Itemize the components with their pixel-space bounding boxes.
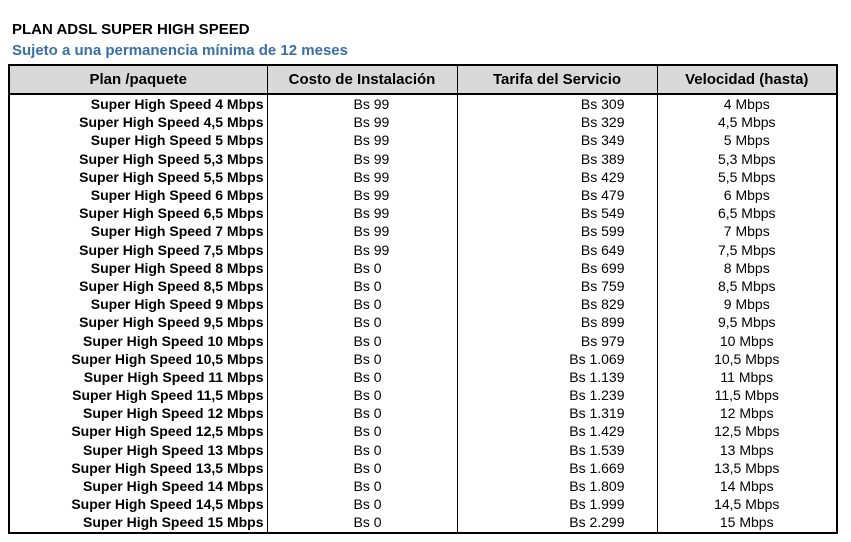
table-row bbox=[9, 295, 837, 313]
page-subtitle: Sujeto a una permanencia mínima de 12 meses bbox=[12, 42, 348, 59]
speed-cell: 10 Mbps bbox=[657, 331, 837, 349]
table-row bbox=[9, 204, 837, 222]
column-header-speed: Velocidad (hasta) bbox=[657, 65, 837, 94]
installation-cost-cell: Bs 0 bbox=[267, 441, 457, 459]
installation-cost-cell: Bs 0 bbox=[267, 368, 457, 386]
table-row bbox=[9, 94, 837, 113]
installation-cost-cell: Bs 99 bbox=[267, 168, 457, 186]
table-row bbox=[9, 477, 837, 495]
service-rate-cell: Bs 329 bbox=[457, 113, 657, 131]
plan-cell: Super High Speed 13,5 Mbps bbox=[71, 459, 264, 476]
service-rate-cell: Bs 1.809 bbox=[457, 477, 657, 495]
service-rate-cell: Bs 699 bbox=[457, 259, 657, 277]
installation-cost-cell: Bs 0 bbox=[267, 259, 457, 277]
table-row bbox=[9, 222, 837, 240]
plan-cell: Super High Speed 14,5 Mbps bbox=[71, 496, 264, 513]
service-rate-cell: Bs 549 bbox=[457, 204, 657, 222]
speed-cell: 4 Mbps bbox=[657, 94, 837, 113]
plan-cell: Super High Speed 8,5 Mbps bbox=[79, 277, 264, 294]
table-row bbox=[9, 513, 837, 532]
speed-cell: 13 Mbps bbox=[657, 441, 837, 459]
installation-cost-cell: Bs 0 bbox=[267, 404, 457, 422]
service-rate-cell: Bs 349 bbox=[457, 131, 657, 149]
plan-cell: Super High Speed 7 Mbps bbox=[90, 223, 264, 240]
service-rate-cell: Bs 599 bbox=[457, 222, 657, 240]
installation-cost-cell: Bs 0 bbox=[267, 350, 457, 368]
table-body bbox=[9, 94, 837, 533]
table-row bbox=[9, 350, 837, 368]
speed-cell: 15 Mbps bbox=[657, 513, 837, 532]
installation-cost-cell: Bs 0 bbox=[267, 313, 457, 331]
installation-cost-cell: Bs 0 bbox=[267, 386, 457, 404]
service-rate-cell: Bs 1.999 bbox=[457, 495, 657, 513]
plan-cell: Super High Speed 5,3 Mbps bbox=[79, 150, 264, 167]
speed-cell: 5,3 Mbps bbox=[657, 150, 837, 168]
table-row bbox=[9, 186, 837, 204]
table-row bbox=[9, 168, 837, 186]
speed-cell: 6 Mbps bbox=[657, 186, 837, 204]
installation-cost-cell: Bs 99 bbox=[267, 222, 457, 240]
table-row bbox=[9, 331, 837, 349]
plan-cell: Super High Speed 15 Mbps bbox=[83, 514, 264, 531]
speed-cell: 14 Mbps bbox=[657, 477, 837, 495]
service-rate-cell: Bs 1.069 bbox=[457, 350, 657, 368]
plan-cell: Super High Speed 4,5 Mbps bbox=[79, 114, 264, 131]
installation-cost-cell: Bs 99 bbox=[267, 150, 457, 168]
table-row bbox=[9, 113, 837, 131]
service-rate-cell: Bs 649 bbox=[457, 241, 657, 259]
plans-table bbox=[8, 64, 838, 534]
table-row bbox=[9, 150, 837, 168]
plan-cell: Super High Speed 10,5 Mbps bbox=[71, 350, 264, 367]
speed-cell: 8 Mbps bbox=[657, 259, 837, 277]
service-rate-cell: Bs 1.319 bbox=[457, 404, 657, 422]
plan-cell: Super High Speed 5 Mbps bbox=[90, 132, 264, 149]
installation-cost-cell: Bs 0 bbox=[267, 495, 457, 513]
service-rate-cell: Bs 759 bbox=[457, 277, 657, 295]
plan-cell: Super High Speed 14 Mbps bbox=[83, 478, 264, 495]
speed-cell: 8,5 Mbps bbox=[657, 277, 837, 295]
table-row bbox=[9, 459, 837, 477]
service-rate-cell: Bs 1.669 bbox=[457, 459, 657, 477]
installation-cost-cell: Bs 99 bbox=[267, 204, 457, 222]
speed-cell: 5 Mbps bbox=[657, 131, 837, 149]
speed-cell: 9 Mbps bbox=[657, 295, 837, 313]
table-row bbox=[9, 259, 837, 277]
table-row bbox=[9, 313, 837, 331]
table-row bbox=[9, 441, 837, 459]
plan-cell: Super High Speed 5,5 Mbps bbox=[79, 168, 264, 185]
installation-cost-cell: Bs 99 bbox=[267, 113, 457, 131]
service-rate-cell: Bs 389 bbox=[457, 150, 657, 168]
plan-cell: Super High Speed 9 Mbps bbox=[90, 296, 264, 313]
table-row bbox=[9, 386, 837, 404]
installation-cost-cell: Bs 99 bbox=[267, 94, 457, 113]
service-rate-cell: Bs 1.539 bbox=[457, 441, 657, 459]
plan-cell: Super High Speed 9,5 Mbps bbox=[79, 314, 264, 331]
speed-cell: 12 Mbps bbox=[657, 404, 837, 422]
table-row bbox=[9, 404, 837, 422]
installation-cost-cell: Bs 0 bbox=[267, 422, 457, 440]
installation-cost-cell: Bs 0 bbox=[267, 331, 457, 349]
speed-cell: 5,5 Mbps bbox=[657, 168, 837, 186]
installation-cost-cell: Bs 99 bbox=[267, 131, 457, 149]
plan-cell: Super High Speed 6,5 Mbps bbox=[79, 205, 264, 222]
speed-cell: 7,5 Mbps bbox=[657, 241, 837, 259]
service-rate-cell: Bs 1.239 bbox=[457, 386, 657, 404]
installation-cost-cell: Bs 0 bbox=[267, 513, 457, 532]
service-rate-cell: Bs 2.299 bbox=[457, 513, 657, 532]
service-rate-cell: Bs 1.139 bbox=[457, 368, 657, 386]
speed-cell: 14,5 Mbps bbox=[657, 495, 837, 513]
speed-cell: 9,5 Mbps bbox=[657, 313, 837, 331]
speed-cell: 4,5 Mbps bbox=[657, 113, 837, 131]
speed-cell: 7 Mbps bbox=[657, 222, 837, 240]
speed-cell: 12,5 Mbps bbox=[657, 422, 837, 440]
page-title: PLAN ADSL SUPER HIGH SPEED bbox=[12, 21, 250, 38]
column-header-service-rate: Tarifa del Servicio bbox=[457, 65, 657, 94]
speed-cell: 11 Mbps bbox=[657, 368, 837, 386]
service-rate-cell: Bs 309 bbox=[457, 94, 657, 113]
plan-cell: Super High Speed 7,5 Mbps bbox=[79, 241, 264, 258]
plan-cell: Super High Speed 12 Mbps bbox=[83, 405, 264, 422]
plan-cell: Super High Speed 11,5 Mbps bbox=[72, 387, 264, 404]
installation-cost-cell: Bs 0 bbox=[267, 477, 457, 495]
service-rate-cell: Bs 429 bbox=[457, 168, 657, 186]
service-rate-cell: Bs 479 bbox=[457, 186, 657, 204]
table-row bbox=[9, 131, 837, 149]
service-rate-cell: Bs 829 bbox=[457, 295, 657, 313]
speed-cell: 11,5 Mbps bbox=[657, 386, 837, 404]
table-row bbox=[9, 368, 837, 386]
plan-cell: Super High Speed 6 Mbps bbox=[90, 187, 264, 204]
plan-cell: Super High Speed 12,5 Mbps bbox=[71, 423, 264, 440]
speed-cell: 10,5 Mbps bbox=[657, 350, 837, 368]
speed-cell: 13,5 Mbps bbox=[657, 459, 837, 477]
installation-cost-cell: Bs 0 bbox=[267, 295, 457, 313]
installation-cost-cell: Bs 0 bbox=[267, 277, 457, 295]
table-row bbox=[9, 422, 837, 440]
table-header-row bbox=[9, 65, 837, 94]
table-row bbox=[9, 241, 837, 259]
table-row bbox=[9, 495, 837, 513]
service-rate-cell: Bs 979 bbox=[457, 331, 657, 349]
plan-cell: Super High Speed 8 Mbps bbox=[90, 259, 264, 276]
service-rate-cell: Bs 1.429 bbox=[457, 422, 657, 440]
column-header-installation-cost: Costo de Instalación bbox=[267, 65, 457, 94]
plan-cell: Super High Speed 10 Mbps bbox=[83, 332, 264, 349]
installation-cost-cell: Bs 99 bbox=[267, 241, 457, 259]
column-header-plan: Plan /paquete bbox=[9, 65, 267, 94]
speed-cell: 6,5 Mbps bbox=[657, 204, 837, 222]
installation-cost-cell: Bs 0 bbox=[267, 459, 457, 477]
installation-cost-cell: Bs 99 bbox=[267, 186, 457, 204]
service-rate-cell: Bs 899 bbox=[457, 313, 657, 331]
plan-cell: Super High Speed 4 Mbps bbox=[90, 96, 264, 113]
plan-cell: Super High Speed 13 Mbps bbox=[83, 441, 264, 458]
plan-cell: Super High Speed 11 Mbps bbox=[83, 368, 264, 385]
table-row bbox=[9, 277, 837, 295]
